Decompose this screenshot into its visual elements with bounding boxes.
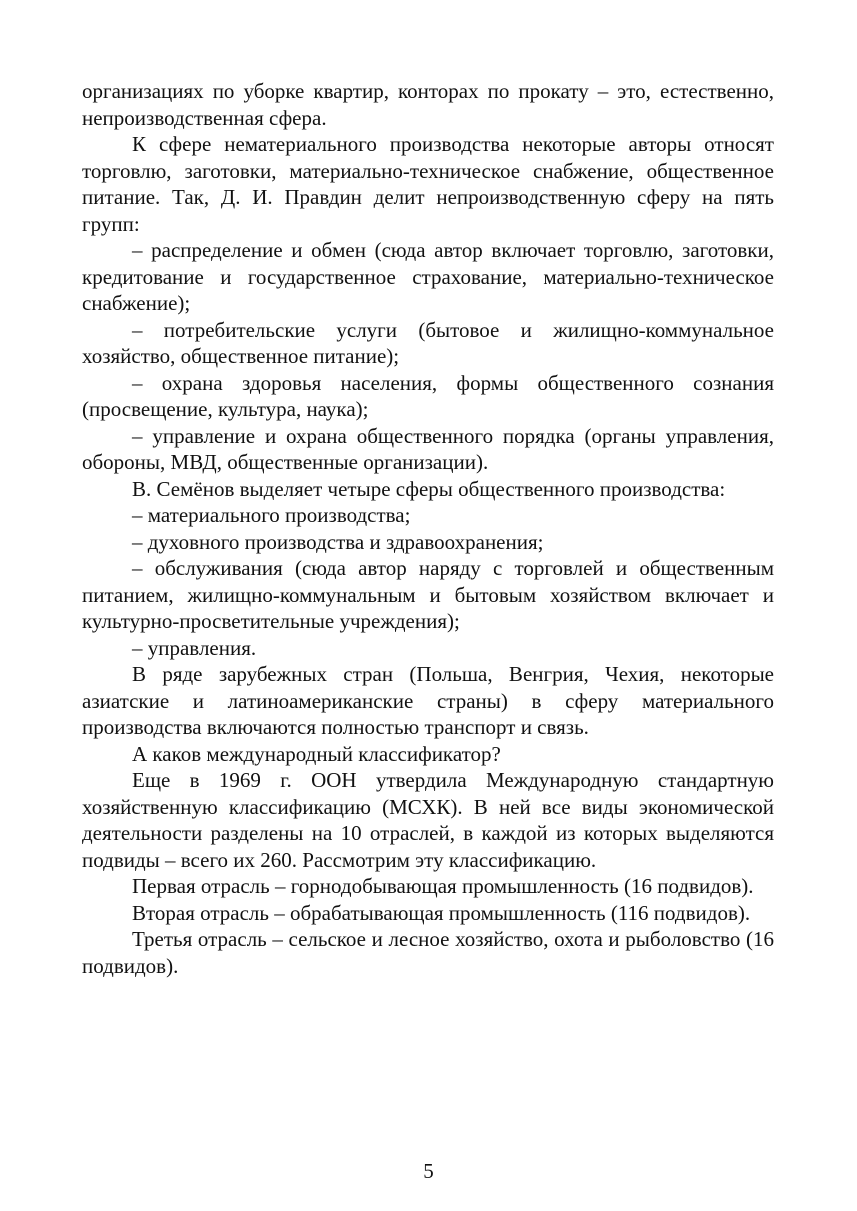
list-item-management: – управление и охрана общественного порядка (органы управления, обороны, МВД, общественные организации). bbox=[82, 423, 774, 474]
paragraph-nonmaterial-sphere: К сфере нематериального производства некоторые авторы относят торговлю, заготовки, материально-техническое снабжение, общественное питание. Так, Д. И. Правдин делит непроизводственную сферу на пять групп: bbox=[82, 132, 774, 236]
list-item-distribution: – распределение и обмен (сюда автор включает торговлю, заготовки, кредитование и государственное страхование, материально-техническое снабжение); bbox=[82, 238, 774, 315]
paragraph-question: А каков международный классификатор? bbox=[132, 741, 501, 766]
list-item-material-production: – материального производства; bbox=[132, 503, 411, 527]
list-item-consumer-services: – потребительские услуги (бытовое и жилищно-коммунальное хозяйство, общественное питание); bbox=[82, 317, 774, 368]
paragraph-second-branch: Вторая отрасль – обрабатывающая промышленность (116 подвидов). bbox=[132, 900, 751, 925]
paragraph-first-branch: Первая отрасль – горнодобывающая промышленность (16 подвидов). bbox=[132, 874, 754, 898]
list-item-spiritual-production: – духовного производства и здравоохранения; bbox=[132, 529, 544, 554]
page-number: 5 bbox=[423, 1159, 434, 1183]
paragraph-third-branch: Третья отрасль – сельское и лесное хозяйство, охота и рыболовство (16 подвидов). bbox=[82, 927, 774, 978]
paragraph-continuation: организациях по уборке квартир, конторах по прокату – это, естественно, непроизводственная сфера. bbox=[82, 79, 774, 130]
paragraph-semenov: В. Семёнов выделяет четыре сферы общественного производства: bbox=[132, 476, 726, 501]
list-item-administration: – управления. bbox=[132, 635, 257, 660]
paragraph-foreign-countries: В ряде зарубежных стран (Польша, Венгрия, Чехия, некоторые азиатские и латиноамериканские страны) в сферу материального производства включаются полностью транспорт и связь. bbox=[82, 662, 774, 739]
list-item-servicing: – обслуживания (сюда автор наряду с торговлей и общественным питанием, жилищно-коммунальным и бытовым хозяйством включает и культурно-просветительные учреждения); bbox=[82, 556, 774, 633]
page-body bbox=[82, 78, 774, 979]
paragraph-un-classification: Еще в 1969 г. ООН утвердила Международную стандартную хозяйственную классификацию (МСХК). В ней все виды экономической деятельности разделены на 10 отраслей, в каждой из которых выделяются подвиды – всего их 260. Рассмотрим эту классификацию. bbox=[82, 768, 774, 872]
list-item-health-protection: – охрана здоровья населения, формы общественного сознания (просвещение, культура, наука); bbox=[82, 370, 774, 421]
